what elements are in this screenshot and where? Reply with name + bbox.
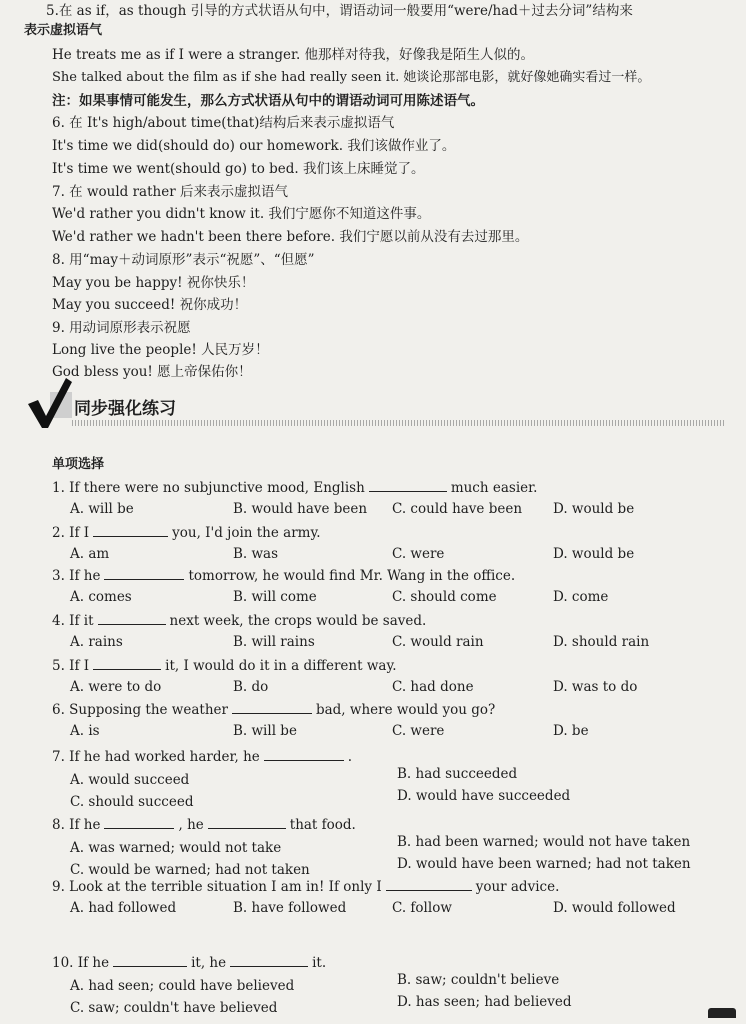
answer-blank[interactable] <box>93 656 161 670</box>
question-stem <box>52 877 559 896</box>
question-text: . <box>347 749 353 765</box>
question-text: it, I would do it in a different way. <box>165 658 397 674</box>
question-text: , he <box>178 817 204 833</box>
question-text: 5. If I <box>52 658 90 674</box>
grammar-note: 注：如果事情可能发生，那么方式状语从句中的谓语动词可用陈述语气。 <box>52 93 484 109</box>
section-banner <box>26 378 726 428</box>
question-text: much easier. <box>450 480 538 496</box>
answer-blank[interactable] <box>98 611 166 625</box>
option-a[interactable]: A. am <box>70 546 110 562</box>
grammar-example: She talked about the film as if she had really seen it. 她谈论那部电影，就好像她确实看过一样。 <box>52 70 651 85</box>
question-stem <box>52 815 356 834</box>
grammar-example: God bless you! 愿上帝保佑你！ <box>52 364 252 380</box>
question-text: it. <box>312 955 327 971</box>
option-c[interactable]: C. could have been <box>392 501 523 517</box>
question-text: tomorrow, he would find Mr. Wang in the office. <box>188 568 516 584</box>
question-text: your advice. <box>475 879 560 895</box>
option-a[interactable]: A. is <box>70 723 100 739</box>
question-text: 10. If he <box>52 955 110 971</box>
grammar-example: He treats me as if I were a stranger. 他那样对待我，好像我是陌生人似的。 <box>52 47 535 63</box>
option-b[interactable]: B. had been warned; would not have taken <box>397 834 691 850</box>
question-text: 3. If he <box>52 568 101 584</box>
option-d[interactable]: D. come <box>553 589 609 605</box>
option-b[interactable]: B. do <box>233 679 269 695</box>
option-b[interactable]: B. would have been <box>233 501 368 517</box>
grammar-example: It's time we went(should go) to bed. 我们该上床睡觉了。 <box>52 161 425 177</box>
question-text: 6. Supposing the weather <box>52 702 228 718</box>
grammar-line: 6. 在 It's high/about time(that)结构后来表示虚拟语气 <box>52 115 395 131</box>
question-text: it, he <box>191 955 227 971</box>
question-text: 7. If he had worked harder, he <box>52 749 260 765</box>
answer-blank[interactable] <box>113 953 187 967</box>
question-stem <box>52 478 537 497</box>
option-a[interactable]: A. had seen; could have believed <box>70 978 295 994</box>
question-text: 2. If I <box>52 525 90 541</box>
option-c[interactable]: C. would be warned; had not taken <box>70 862 310 878</box>
option-d[interactable]: D. be <box>553 723 589 739</box>
answer-blank[interactable] <box>93 523 168 537</box>
question-text: 1. If there were no subjunctive mood, English <box>52 480 365 496</box>
grammar-example: Long live the people! 人民万岁！ <box>52 342 269 358</box>
question-stem <box>52 611 426 630</box>
question-stem <box>52 953 326 972</box>
option-a[interactable]: A. was warned; would not take <box>70 840 282 856</box>
question-stem <box>52 566 515 585</box>
option-c[interactable]: C. were <box>392 546 445 562</box>
grammar-line: 7. 在 would rather 后来表示虚拟语气 <box>52 184 288 200</box>
option-c[interactable]: C. had done <box>392 679 474 695</box>
question-text: 9. Look at the terrible situation I am in! If only I <box>52 879 382 895</box>
option-a[interactable]: A. will be <box>70 501 134 517</box>
question-text: that food. <box>289 817 356 833</box>
grammar-line: 8. 用“may＋动词原形”表示“祝愿”、“但愿” <box>52 252 315 268</box>
option-a[interactable]: A. would succeed <box>70 772 190 788</box>
option-c[interactable]: C. saw; couldn't have believed <box>70 1000 278 1016</box>
question-stem <box>52 523 321 542</box>
grammar-line: 表示虚拟语气 <box>24 23 103 38</box>
grammar-example: We'd rather you didn't know it. 我们宁愿你不知道这件事。 <box>52 206 431 222</box>
option-a[interactable]: A. rains <box>70 634 123 650</box>
option-b[interactable]: B. had succeeded <box>397 766 518 782</box>
banner-rule <box>72 420 726 426</box>
grammar-example: May you succeed! 祝你成功！ <box>52 297 248 313</box>
option-d[interactable]: D. would have succeeded <box>397 788 571 804</box>
question-stem <box>52 656 397 675</box>
option-d[interactable]: D. would be <box>553 501 635 517</box>
grammar-line: 9. 用动词原形表示祝愿 <box>52 320 191 336</box>
option-c[interactable]: C. should come <box>392 589 497 605</box>
option-a[interactable]: A. were to do <box>70 679 162 695</box>
question-text: 4. If it <box>52 613 94 629</box>
option-b[interactable]: B. will rains <box>233 634 315 650</box>
answer-blank[interactable] <box>386 877 472 891</box>
question-text: next week, the crops would be saved. <box>169 613 427 629</box>
question-stem <box>52 747 352 766</box>
grammar-example: We'd rather we hadn't been there before. 我们宁愿以前从没有去过那里。 <box>52 229 529 245</box>
option-d[interactable]: D. would followed <box>553 900 676 916</box>
section-subtitle: 单项选择 <box>52 457 105 472</box>
option-c[interactable]: C. were <box>392 723 445 739</box>
option-c[interactable]: C. would rain <box>392 634 484 650</box>
option-c[interactable]: C. should succeed <box>70 794 194 810</box>
answer-blank[interactable] <box>264 747 344 761</box>
option-a[interactable]: A. had followed <box>70 900 177 916</box>
option-d[interactable]: D. has seen; had believed <box>397 994 572 1010</box>
grammar-example: It's time we did(should do) our homework. 我们该做作业了。 <box>52 138 456 154</box>
option-b[interactable]: B. will come <box>233 589 317 605</box>
answer-blank[interactable] <box>369 478 447 492</box>
question-text: 8. If he <box>52 817 101 833</box>
option-d[interactable]: D. would have been warned; had not taken <box>397 856 691 872</box>
option-a[interactable]: A. comes <box>70 589 132 605</box>
page-corner-mark <box>708 1008 736 1018</box>
question-text: you, I'd join the army. <box>172 525 321 541</box>
option-c[interactable]: C. follow <box>392 900 452 916</box>
answer-blank[interactable] <box>232 700 312 714</box>
option-b[interactable]: B. was <box>233 546 279 562</box>
option-d[interactable]: D. was to do <box>553 679 638 695</box>
option-b[interactable]: B. will be <box>233 723 297 739</box>
option-d[interactable]: D. should rain <box>553 634 650 650</box>
answer-blank[interactable] <box>230 953 308 967</box>
answer-blank[interactable] <box>208 815 286 829</box>
checkmark-icon <box>26 378 74 430</box>
answer-blank[interactable] <box>104 815 174 829</box>
answer-blank[interactable] <box>104 566 184 580</box>
option-d[interactable]: D. would be <box>553 546 635 562</box>
section-title: 同步强化练习 <box>74 399 176 419</box>
grammar-line: 5.在 as if，as though 引导的方式状语从句中，谓语动词一般要用“were/had＋过去分词”结构来 <box>46 3 633 19</box>
option-b[interactable]: B. saw; couldn't believe <box>397 972 560 988</box>
question-text: bad, where would you go? <box>315 702 496 718</box>
question-stem <box>52 700 495 719</box>
option-b[interactable]: B. have followed <box>233 900 347 916</box>
grammar-example: May you be happy! 祝你快乐！ <box>52 275 255 291</box>
